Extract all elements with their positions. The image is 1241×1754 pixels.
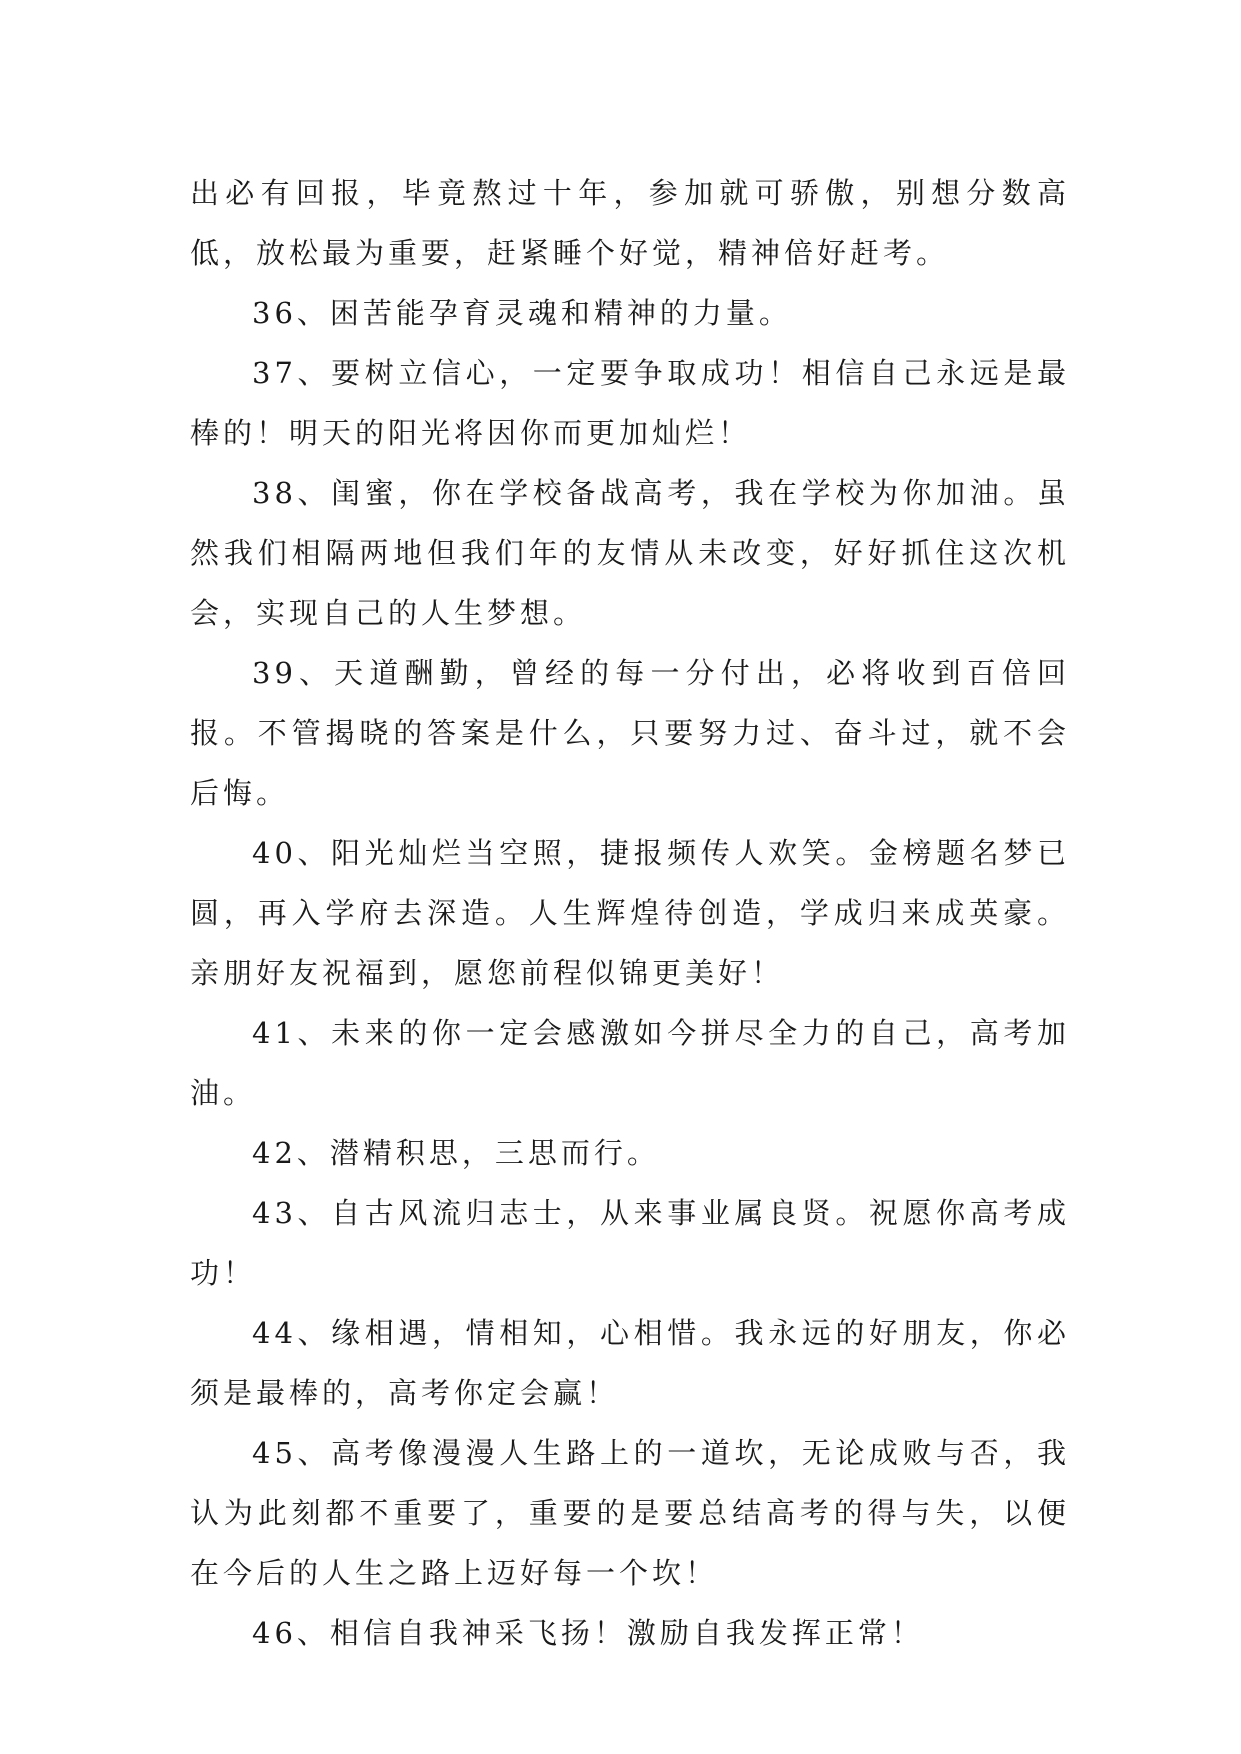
paragraph-39: 39、天道酬勤，曾经的每一分付出，必将收到百倍回报。不管揭晓的答案是什么，只要努力过、奋斗过，就不会后悔。 xyxy=(190,656,1070,810)
paragraph-42: 42、潜精积思，三思而行。 xyxy=(252,1136,660,1170)
paragraph-38: 38、闺蜜，你在学校备战高考，我在学校为你加油。虽然我们相隔两地但我们年的友情从未改变，好好抓住这次机会，实现自己的人生梦想。 xyxy=(190,476,1070,630)
paragraph-41: 41、未来的你一定会感激如今拼尽全力的自己，高考加油。 xyxy=(190,1016,1070,1110)
paragraph-continuation: 出必有回报，毕竟熬过十年，参加就可骄傲，别想分数高低，放松最为重要，赶紧睡个好觉，精神倍好赶考。 xyxy=(190,176,1070,270)
paragraph-37: 37、要树立信心，一定要争取成功！相信自己永远是最棒的！明天的阳光将因你而更加灿烂！ xyxy=(190,356,1070,450)
paragraph-46: 46、相信自我神采飞扬！激励自我发挥正常！ xyxy=(252,1616,924,1650)
paragraph-45: 45、高考像漫漫人生路上的一道坎，无论成败与否，我认为此刻都不重要了，重要的是要总结高考的得与失，以便在今后的人生之路上迈好每一个坎！ xyxy=(190,1436,1070,1590)
paragraph-36: 36、困苦能孕育灵魂和精神的力量。 xyxy=(252,296,792,330)
paragraph-43: 43、自古风流归志士，从来事业属良贤。祝愿你高考成功！ xyxy=(190,1196,1070,1290)
paragraph-44: 44、缘相遇，情相知，心相惜。我永远的好朋友，你必须是最棒的，高考你定会赢！ xyxy=(190,1316,1070,1410)
document-body xyxy=(190,163,1070,1663)
paragraph-40: 40、阳光灿烂当空照，捷报频传人欢笑。金榜题名梦已圆，再入学府去深造。人生辉煌待创造，学成归来成英豪。亲朋好友祝福到，愿您前程似锦更美好！ xyxy=(190,836,1070,990)
